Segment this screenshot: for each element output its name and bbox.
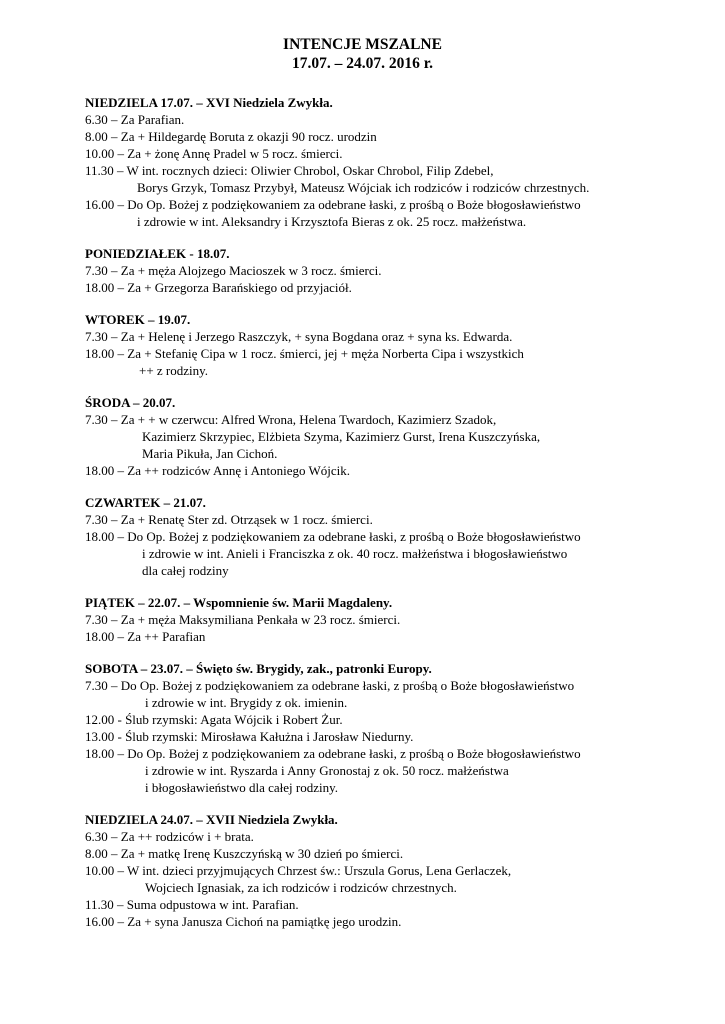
document-title: INTENCJE MSZALNE	[283, 36, 442, 53]
day-section	[85, 311, 705, 379]
mass-intention	[85, 411, 705, 462]
intention-line: 18.00 – Za ++ Parafian	[85, 629, 206, 644]
day-heading: ŚRODA – 20.07.	[85, 395, 176, 410]
intention-line: 7.30 – Za + + w czerwcu: Alfred Wrona, Helena Twardoch, Kazimierz Szadok,	[85, 412, 497, 427]
date-range: 17.07. – 24.07. 2016 r.	[291, 55, 434, 72]
intention-line: 8.00 – Za + Hildegardę Boruta z okazji 90 rocz. urodzin	[85, 129, 377, 144]
mass-intention	[85, 462, 705, 479]
day-section	[85, 494, 705, 579]
intention-line: 18.00 – Do Op. Bożej z podziękowaniem za odebrane łaski, z prośbą o Boże błogosławieństwo	[85, 746, 581, 761]
day-section	[85, 245, 705, 296]
mass-intention	[85, 611, 705, 628]
day-section	[85, 394, 705, 479]
intention-continuation-line: i zdrowie w int. Brygidy z ok. imienin.	[145, 695, 348, 710]
mass-intention	[85, 328, 705, 345]
mass-intention	[85, 111, 705, 128]
intention-line: 18.00 – Do Op. Bożej z podziękowaniem za odebrane łaski, z prośbą o Boże błogosławieństwo	[85, 529, 581, 544]
mass-intention	[85, 677, 705, 711]
intention-continuation-line: i zdrowie w int. Ryszarda i Anny Gronostaj z ok. 50 rocz. małżeństwa	[145, 763, 509, 778]
intention-line: 16.00 – Do Op. Bożej z podziękowaniem za odebrane łaski, z prośbą o Boże błogosławieństwo	[85, 197, 581, 212]
day-section	[85, 94, 705, 230]
intention-line: 7.30 – Do Op. Bożej z podziękowaniem za odebrane łaski, z prośbą o Boże błogosławieństwo	[85, 678, 575, 693]
intentions-list	[85, 94, 705, 945]
mass-intention	[85, 711, 705, 728]
intention-line: 10.00 – Za + żonę Annę Pradel w 5 rocz. śmierci.	[85, 146, 343, 161]
intention-line: 12.00 - Ślub rzymski: Agata Wójcik i Robert Żur.	[85, 712, 343, 727]
mass-intention	[85, 862, 705, 896]
day-heading: SOBOTA – 23.07. – Święto św. Brygidy, zak., patronki Europy.	[85, 661, 432, 676]
day-heading: NIEDZIELA 17.07. – XVI Niedziela Zwykła.	[85, 95, 333, 110]
intention-line: 16.00 – Za + syna Janusza Cichoń na pamiątkę jego urodzin.	[85, 914, 402, 929]
intention-continuation-line: Kazimierz Skrzypiec, Elżbieta Szyma, Kazimierz Gurst, Irena Kuszczyńska,	[142, 429, 541, 444]
mass-intention	[85, 828, 705, 845]
mass-intention	[85, 128, 705, 145]
mass-intention	[85, 279, 705, 296]
intention-continuation-line: i błogosławieństwo dla całej rodziny.	[145, 780, 339, 795]
mass-intention	[85, 162, 705, 196]
mass-intention	[85, 145, 705, 162]
intention-line: 6.30 – Za ++ rodziców i + brata.	[85, 829, 254, 844]
intention-line: 7.30 – Za + męża Alojzego Macioszek w 3 rocz. śmierci.	[85, 263, 382, 278]
intention-line: 18.00 – Za + Stefanię Cipa w 1 rocz. śmierci, jej + męża Norberta Cipa i wszystkich	[85, 346, 524, 361]
day-heading: PONIEDZIAŁEK - 18.07.	[85, 246, 230, 261]
day-section	[85, 811, 705, 930]
mass-intention	[85, 913, 705, 930]
intention-continuation-line: i zdrowie w int. Anieli i Franciszka z ok. 40 rocz. małżeństwa i błogosławieństwo	[142, 546, 568, 561]
intention-continuation-line: i zdrowie w int. Aleksandry i Krzysztofa Bieras z ok. 25 rocz. małżeństwa.	[137, 214, 527, 229]
intention-line: 11.30 – W int. rocznych dzieci: Oliwier Chrobol, Oskar Chrobol, Filip Zdebel,	[85, 163, 494, 178]
intention-line: 13.00 - Ślub rzymski: Mirosława Kałużna i Jarosław Niedurny.	[85, 729, 414, 744]
intention-line: 8.00 – Za + matkę Irenę Kuszczyńską w 30 dzień po śmierci.	[85, 846, 404, 861]
intention-continuation-line: Maria Pikuła, Jan Cichoń.	[142, 446, 278, 461]
mass-intention	[85, 845, 705, 862]
mass-intention	[85, 262, 705, 279]
intention-line: 10.00 – W int. dzieci przyjmujących Chrzest św.: Urszula Gorus, Lena Gerlaczek,	[85, 863, 512, 878]
intention-line: 7.30 – Za + Helenę i Jerzego Raszczyk, + syna Bogdana oraz + syna ks. Edwarda.	[85, 329, 513, 344]
day-heading: WTOREK – 19.07.	[85, 312, 191, 327]
intention-continuation-line: Wojciech Ignasiak, za ich rodziców i rodziców chrzestnych.	[145, 880, 457, 895]
day-heading: CZWARTEK – 21.07.	[85, 495, 206, 510]
intention-line: 7.30 – Za + męża Maksymiliana Penkała w 23 rocz. śmierci.	[85, 612, 401, 627]
intention-continuation-line: Borys Grzyk, Tomasz Przybył, Mateusz Wójciak ich rodziców i rodziców chrzestnych.	[137, 180, 590, 195]
day-section	[85, 594, 705, 645]
intention-line: 11.30 – Suma odpustowa w int. Parafian.	[85, 897, 299, 912]
intention-line: 7.30 – Za + Renatę Ster zd. Otrząsek w 1 rocz. śmierci.	[85, 512, 373, 527]
intention-line: 18.00 – Za + Grzegorza Barańskiego od przyjaciół.	[85, 280, 352, 295]
intention-line: 6.30 – Za Parafian.	[85, 112, 185, 127]
mass-intention	[85, 511, 705, 528]
mass-intention	[85, 745, 705, 796]
day-heading: NIEDZIELA 24.07. – XVII Niedziela Zwykła.	[85, 812, 338, 827]
day-section	[85, 660, 705, 796]
mass-intention	[85, 728, 705, 745]
intention-continuation-line: dla całej rodziny	[142, 563, 229, 578]
mass-intention	[85, 628, 705, 645]
day-heading: PIĄTEK – 22.07. – Wspomnienie św. Marii Magdaleny.	[85, 595, 393, 610]
intention-continuation-line: ++ z rodziny.	[139, 363, 209, 378]
mass-intention	[85, 528, 705, 579]
mass-intention	[85, 196, 705, 230]
intention-line: 18.00 – Za ++ rodziców Annę i Antoniego Wójcik.	[85, 463, 350, 478]
mass-intention	[85, 345, 705, 379]
mass-intention	[85, 896, 705, 913]
